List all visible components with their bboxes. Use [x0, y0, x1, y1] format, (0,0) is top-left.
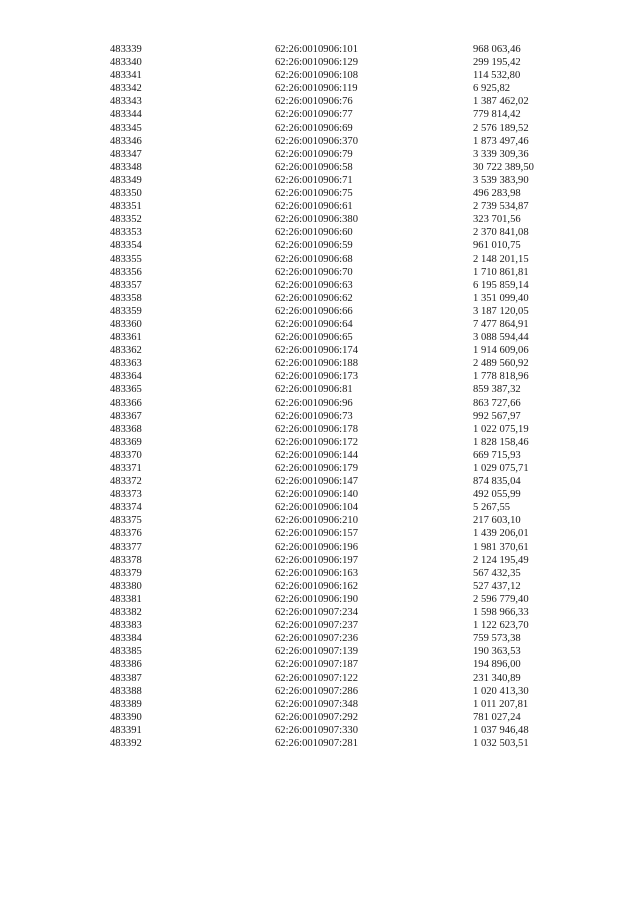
record-number: 483361: [110, 332, 142, 344]
cadastral-number: 62:26:0010907:237: [275, 620, 358, 632]
table-row: [0, 331, 640, 344]
record-number: 483387: [110, 672, 142, 684]
record-number: 483351: [110, 201, 142, 213]
cadastral-value: 231 340,89: [473, 672, 521, 684]
cadastral-value: 299 195,42: [473, 57, 521, 69]
table-row: [0, 226, 640, 239]
cadastral-value: 567 432,35: [473, 567, 521, 579]
table-row: [0, 135, 640, 148]
table-row: [0, 462, 640, 475]
cadastral-value: 6 925,82: [473, 83, 511, 95]
cadastral-number: 62:26:0010906:58: [275, 161, 353, 173]
table-row: [0, 82, 640, 95]
cadastral-value: 961 010,75: [473, 240, 521, 252]
record-number: 483369: [110, 436, 142, 448]
table-row: [0, 593, 640, 606]
cadastral-number: 62:26:0010906:162: [275, 580, 358, 592]
record-number: 483372: [110, 476, 142, 488]
cadastral-value: 496 283,98: [473, 188, 521, 200]
record-number: 483355: [110, 253, 142, 265]
cadastral-number: 62:26:0010906:79: [275, 148, 353, 160]
cadastral-value: 194 896,00: [473, 659, 521, 671]
cadastral-value: 1 914 609,06: [473, 345, 529, 357]
cadastral-number: 62:26:0010907:292: [275, 711, 358, 723]
record-number: 483376: [110, 528, 142, 540]
cadastral-value: 859 387,32: [473, 384, 521, 396]
record-number: 483386: [110, 659, 142, 671]
cadastral-value: 1 351 099,40: [473, 292, 529, 304]
record-number: 483371: [110, 463, 142, 474]
record-number: 483346: [110, 135, 142, 147]
cadastral-number: 62:26:0010906:179: [275, 463, 358, 474]
cadastral-value: 2 148 201,15: [473, 253, 529, 265]
table-row: [0, 698, 640, 711]
record-number: 483373: [110, 489, 142, 501]
cadastral-value: 759 573,38: [473, 633, 521, 645]
record-number: 483339: [110, 44, 142, 55]
table-row: [0, 541, 640, 554]
table-row: [0, 305, 640, 318]
cadastral-value: 527 437,12: [473, 580, 521, 592]
table-row: [0, 213, 640, 226]
cadastral-value: 1 873 497,46: [473, 135, 529, 147]
cadastral-number: 62:26:0010906:63: [275, 279, 353, 291]
cadastral-number: 62:26:0010906:178: [275, 423, 358, 435]
cadastral-value: 1 439 206,01: [473, 528, 529, 540]
cadastral-number: 62:26:0010907:234: [275, 607, 358, 619]
record-number: 483340: [110, 57, 142, 69]
record-number: 483385: [110, 646, 142, 658]
cadastral-number: 62:26:0010907:330: [275, 724, 358, 736]
cadastral-value: 2 576 189,52: [473, 122, 529, 134]
document-table: [0, 43, 640, 750]
cadastral-value: 3 187 120,05: [473, 305, 529, 317]
cadastral-value: 1 981 370,61: [473, 541, 529, 553]
cadastral-number: 62:26:0010906:157: [275, 528, 358, 540]
cadastral-value: 2 489 560,92: [473, 358, 529, 370]
cadastral-number: 62:26:0010906:60: [275, 227, 353, 239]
table-row: [0, 56, 640, 69]
table-row: [0, 253, 640, 266]
table-row: [0, 148, 640, 161]
table-row: [0, 187, 640, 200]
table-row: [0, 108, 640, 121]
table-row: [0, 266, 640, 279]
record-number: 483374: [110, 502, 142, 514]
record-number: 483344: [110, 109, 142, 121]
cadastral-value: 492 055,99: [473, 489, 521, 501]
record-number: 483375: [110, 515, 142, 527]
cadastral-value: 968 063,46: [473, 44, 521, 55]
record-number: 483384: [110, 633, 142, 645]
cadastral-number: 62:26:0010906:370: [275, 135, 358, 147]
table-row: [0, 619, 640, 632]
cadastral-number: 62:26:0010906:59: [275, 240, 353, 252]
cadastral-value: 217 603,10: [473, 515, 521, 527]
record-number: 483391: [110, 724, 142, 736]
cadastral-number: 62:26:0010906:140: [275, 489, 358, 501]
cadastral-number: 62:26:0010906:188: [275, 358, 358, 370]
cadastral-number: 62:26:0010906:174: [275, 345, 358, 357]
cadastral-value: 2 370 841,08: [473, 227, 529, 239]
cadastral-value: 781 027,24: [473, 711, 521, 723]
cadastral-number: 62:26:0010906:147: [275, 476, 358, 488]
table-row: [0, 580, 640, 593]
cadastral-number: 62:26:0010906:76: [275, 96, 353, 108]
record-number: 483362: [110, 345, 142, 357]
table-row: [0, 410, 640, 423]
cadastral-number: 62:26:0010906:68: [275, 253, 353, 265]
record-number: 483370: [110, 449, 142, 461]
cadastral-value: 874 835,04: [473, 476, 521, 488]
table-row: [0, 488, 640, 501]
record-number: 483350: [110, 188, 142, 200]
record-number: 483354: [110, 240, 142, 252]
cadastral-number: 62:26:0010906:104: [275, 502, 358, 514]
record-number: 483356: [110, 266, 142, 278]
cadastral-number: 62:26:0010906:196: [275, 541, 358, 553]
cadastral-value: 1 828 158,46: [473, 436, 529, 448]
table-row: [0, 122, 640, 135]
cadastral-value: 1 778 818,96: [473, 371, 529, 383]
cadastral-number: 62:26:0010906:144: [275, 449, 358, 461]
record-number: 483342: [110, 83, 142, 95]
record-number: 483388: [110, 685, 142, 697]
cadastral-value: 7 477 864,91: [473, 318, 529, 330]
table-row: [0, 645, 640, 658]
cadastral-value: 2 596 779,40: [473, 593, 529, 605]
table-row: [0, 567, 640, 580]
table-row: [0, 69, 640, 82]
cadastral-number: 62:26:0010906:73: [275, 410, 353, 422]
table-row: [0, 724, 640, 737]
cadastral-number: 62:26:0010906:101: [275, 44, 358, 55]
table-row: [0, 397, 640, 410]
table-row: [0, 200, 640, 213]
cadastral-number: 62:26:0010906:69: [275, 122, 353, 134]
cadastral-value: 1 011 207,81: [473, 698, 529, 710]
record-number: 483390: [110, 711, 142, 723]
cadastral-value: 323 701,56: [473, 214, 521, 226]
cadastral-number: 62:26:0010906:190: [275, 593, 358, 605]
cadastral-value: 863 727,66: [473, 397, 521, 409]
table-row: [0, 501, 640, 514]
cadastral-number: 62:26:0010907:187: [275, 659, 358, 671]
table-row: [0, 632, 640, 645]
table-row: [0, 737, 640, 750]
record-number: 483341: [110, 70, 142, 82]
record-number: 483378: [110, 554, 142, 566]
record-number: 483365: [110, 384, 142, 396]
cadastral-number: 62:26:0010907:281: [275, 737, 358, 749]
cadastral-value: 1 020 413,30: [473, 685, 529, 697]
record-number: 483359: [110, 305, 142, 317]
cadastral-value: 3 339 309,36: [473, 148, 529, 160]
cadastral-number: 62:26:0010906:163: [275, 567, 358, 579]
cadastral-value: 1 122 623,70: [473, 620, 529, 632]
cadastral-number: 62:26:0010906:61: [275, 201, 353, 213]
record-number: 483345: [110, 122, 142, 134]
cadastral-value: 1 710 861,81: [473, 266, 529, 278]
cadastral-value: 190 363,53: [473, 646, 521, 658]
cadastral-value: 2 739 534,87: [473, 201, 529, 213]
record-number: 483364: [110, 371, 142, 383]
table-row: [0, 449, 640, 462]
cadastral-value: 114 532,80: [473, 70, 521, 82]
cadastral-number: 62:26:0010906:62: [275, 292, 353, 304]
cadastral-value: 1 029 075,71: [473, 463, 529, 474]
table-row: [0, 318, 640, 331]
record-number: 483363: [110, 358, 142, 370]
cadastral-number: 62:26:0010906:119: [275, 83, 358, 95]
record-number: 483367: [110, 410, 142, 422]
cadastral-number: 62:26:0010906:77: [275, 109, 353, 121]
table-row: [0, 475, 640, 488]
table-row: [0, 279, 640, 292]
record-number: 483357: [110, 279, 142, 291]
record-number: 483389: [110, 698, 142, 710]
cadastral-number: 62:26:0010907:348: [275, 698, 358, 710]
cadastral-value: 1 598 966,33: [473, 607, 529, 619]
cadastral-number: 62:26:0010906:173: [275, 371, 358, 383]
record-number: 483379: [110, 567, 142, 579]
table-row: [0, 423, 640, 436]
cadastral-number: 62:26:0010906:71: [275, 174, 353, 186]
record-number: 483352: [110, 214, 142, 226]
table-row: [0, 711, 640, 724]
record-number: 483368: [110, 423, 142, 435]
cadastral-value: 3 088 594,44: [473, 332, 529, 344]
cadastral-number: 62:26:0010906:75: [275, 188, 353, 200]
table-row: [0, 174, 640, 187]
record-number: 483349: [110, 174, 142, 186]
cadastral-number: 62:26:0010906:108: [275, 70, 358, 82]
table-row: [0, 95, 640, 108]
cadastral-value: 779 814,42: [473, 109, 521, 121]
cadastral-number: 62:26:0010906:81: [275, 384, 353, 396]
cadastral-value: 1 037 946,48: [473, 724, 529, 736]
cadastral-value: 669 715,93: [473, 449, 521, 461]
record-number: 483343: [110, 96, 142, 108]
table-row: [0, 527, 640, 540]
cadastral-value: 1 032 503,51: [473, 737, 529, 749]
table-row: [0, 685, 640, 698]
cadastral-number: 62:26:0010906:65: [275, 332, 353, 344]
table-row: [0, 554, 640, 567]
record-number: 483382: [110, 607, 142, 619]
cadastral-value: 6 195 859,14: [473, 279, 529, 291]
cadastral-value: 1 022 075,19: [473, 423, 529, 435]
table-row: [0, 344, 640, 357]
record-number: 483392: [110, 737, 142, 749]
cadastral-number: 62:26:0010906:66: [275, 305, 353, 317]
record-number: 483360: [110, 318, 142, 330]
cadastral-number: 62:26:0010906:172: [275, 436, 358, 448]
cadastral-value: 5 267,55: [473, 502, 511, 514]
cadastral-number: 62:26:0010907:286: [275, 685, 358, 697]
table-row: [0, 436, 640, 449]
cadastral-value: 1 387 462,02: [473, 96, 529, 108]
cadastral-number: 62:26:0010906:210: [275, 515, 358, 527]
table-row: [0, 370, 640, 383]
cadastral-value: 2 124 195,49: [473, 554, 529, 566]
record-number: 483377: [110, 541, 142, 553]
record-number: 483366: [110, 397, 142, 409]
cadastral-number: 62:26:0010906:64: [275, 318, 353, 330]
cadastral-value: 3 539 383,90: [473, 174, 529, 186]
record-number: 483383: [110, 620, 142, 632]
cadastral-number: 62:26:0010907:122: [275, 672, 358, 684]
cadastral-number: 62:26:0010907:236: [275, 633, 358, 645]
table-row: [0, 357, 640, 370]
record-number: 483353: [110, 227, 142, 239]
record-number: 483348: [110, 161, 142, 173]
cadastral-value: 30 722 389,50: [473, 161, 534, 173]
cadastral-number: 62:26:0010907:139: [275, 646, 358, 658]
cadastral-number: 62:26:0010906:380: [275, 214, 358, 226]
cadastral-number: 62:26:0010906:129: [275, 57, 358, 69]
table-row: [0, 672, 640, 685]
cadastral-number: 62:26:0010906:70: [275, 266, 353, 278]
table-row: [0, 43, 640, 56]
record-number: 483358: [110, 292, 142, 304]
table-row: [0, 514, 640, 527]
table-row: [0, 161, 640, 174]
cadastral-number: 62:26:0010906:96: [275, 397, 353, 409]
table-row: [0, 658, 640, 671]
cadastral-number: 62:26:0010906:197: [275, 554, 358, 566]
table-row: [0, 239, 640, 252]
table-row: [0, 292, 640, 305]
table-row: [0, 606, 640, 619]
table-row: [0, 383, 640, 396]
record-number: 483347: [110, 148, 142, 160]
cadastral-value: 992 567,97: [473, 410, 521, 422]
record-number: 483380: [110, 580, 142, 592]
record-number: 483381: [110, 593, 142, 605]
